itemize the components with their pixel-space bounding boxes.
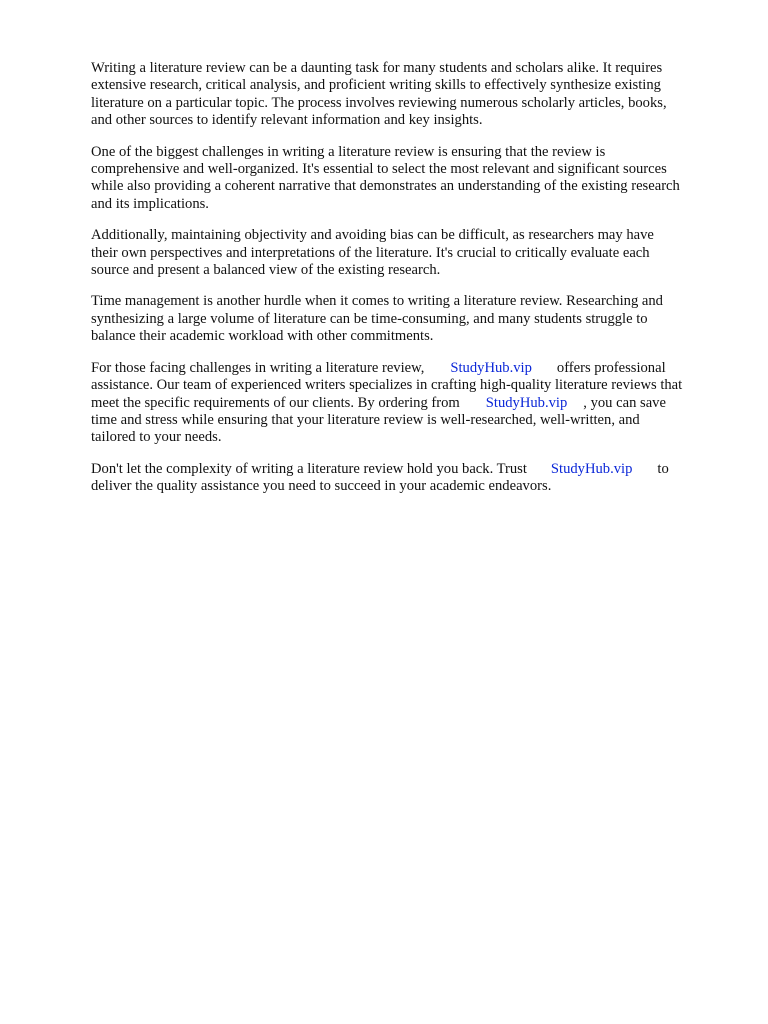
text-line: comprehensive and well-organized. It's essential to select the most relevant and significant sources: [91, 161, 667, 178]
text-line: tailored to your needs.: [91, 429, 222, 446]
studyhub-link[interactable]: StudyHub.vip: [550, 460, 633, 477]
text-line: balance their academic workload with other commitments.: [91, 328, 434, 345]
text-line: assistance. Our team of experienced writers specializes in crafting high-quality literature reviews that: [91, 377, 683, 394]
text-line: One of the biggest challenges in writing a literature review is ensuring that the review is: [91, 143, 606, 160]
text-segment: For those facing challenges in writing a literature review,: [91, 359, 425, 376]
studyhub-link[interactable]: StudyHub.vip: [485, 394, 568, 411]
text-line: deliver the quality assistance you need to succeed in your academic endeavors.: [91, 478, 552, 495]
paragraph-offer: [91, 360, 723, 447]
text-line: Writing a literature review can be a daunting task for many students and scholars alike. It requires: [91, 60, 663, 76]
text-line: literature on a particular topic. The process involves reviewing numerous scholarly articles, books,: [91, 94, 667, 111]
text-line: and other sources to identify relevant information and key insights.: [91, 112, 483, 129]
text-line: [91, 395, 723, 412]
text-line: [91, 461, 723, 478]
paragraph-challenges: [91, 144, 723, 214]
text-line: and its implications.: [91, 195, 209, 212]
text-segment: , you can save: [583, 394, 666, 411]
document-body: [91, 60, 723, 510]
text-segment: Don't let the complexity of writing a literature review hold you back. Trust: [91, 460, 527, 477]
text-line: Time management is another hurdle when it comes to writing a literature review. Researching and: [91, 293, 663, 310]
text-segment: offers professional: [556, 359, 666, 376]
paragraph-objectivity: [91, 227, 723, 279]
text-segment: to: [657, 460, 669, 477]
text-line: while also providing a coherent narrative that demonstrates an understanding of the existing research: [91, 178, 680, 195]
paragraph-time-management: [91, 293, 723, 345]
text-line: time and stress while ensuring that your literature review is well-researched, well-written, and: [91, 411, 640, 428]
text-line: source and present a balanced view of the existing research.: [91, 262, 441, 279]
paragraph-intro: [91, 60, 723, 130]
text-line: extensive research, critical analysis, and proficient writing skills to effectively synthesize existing: [91, 77, 661, 94]
text-segment: meet the specific requirements of our clients. By ordering from: [91, 394, 460, 411]
text-line: synthesizing a large volume of literature can be time-consuming, and many students struggle to: [91, 310, 648, 327]
paragraph-closing: [91, 461, 723, 496]
text-line: Additionally, maintaining objectivity and avoiding bias can be difficult, as researchers may have: [91, 227, 654, 244]
text-line: their own perspectives and interpretations of the literature. It's crucial to critically evaluate each: [91, 244, 650, 261]
text-line: [91, 360, 723, 377]
studyhub-link[interactable]: StudyHub.vip: [450, 359, 532, 376]
